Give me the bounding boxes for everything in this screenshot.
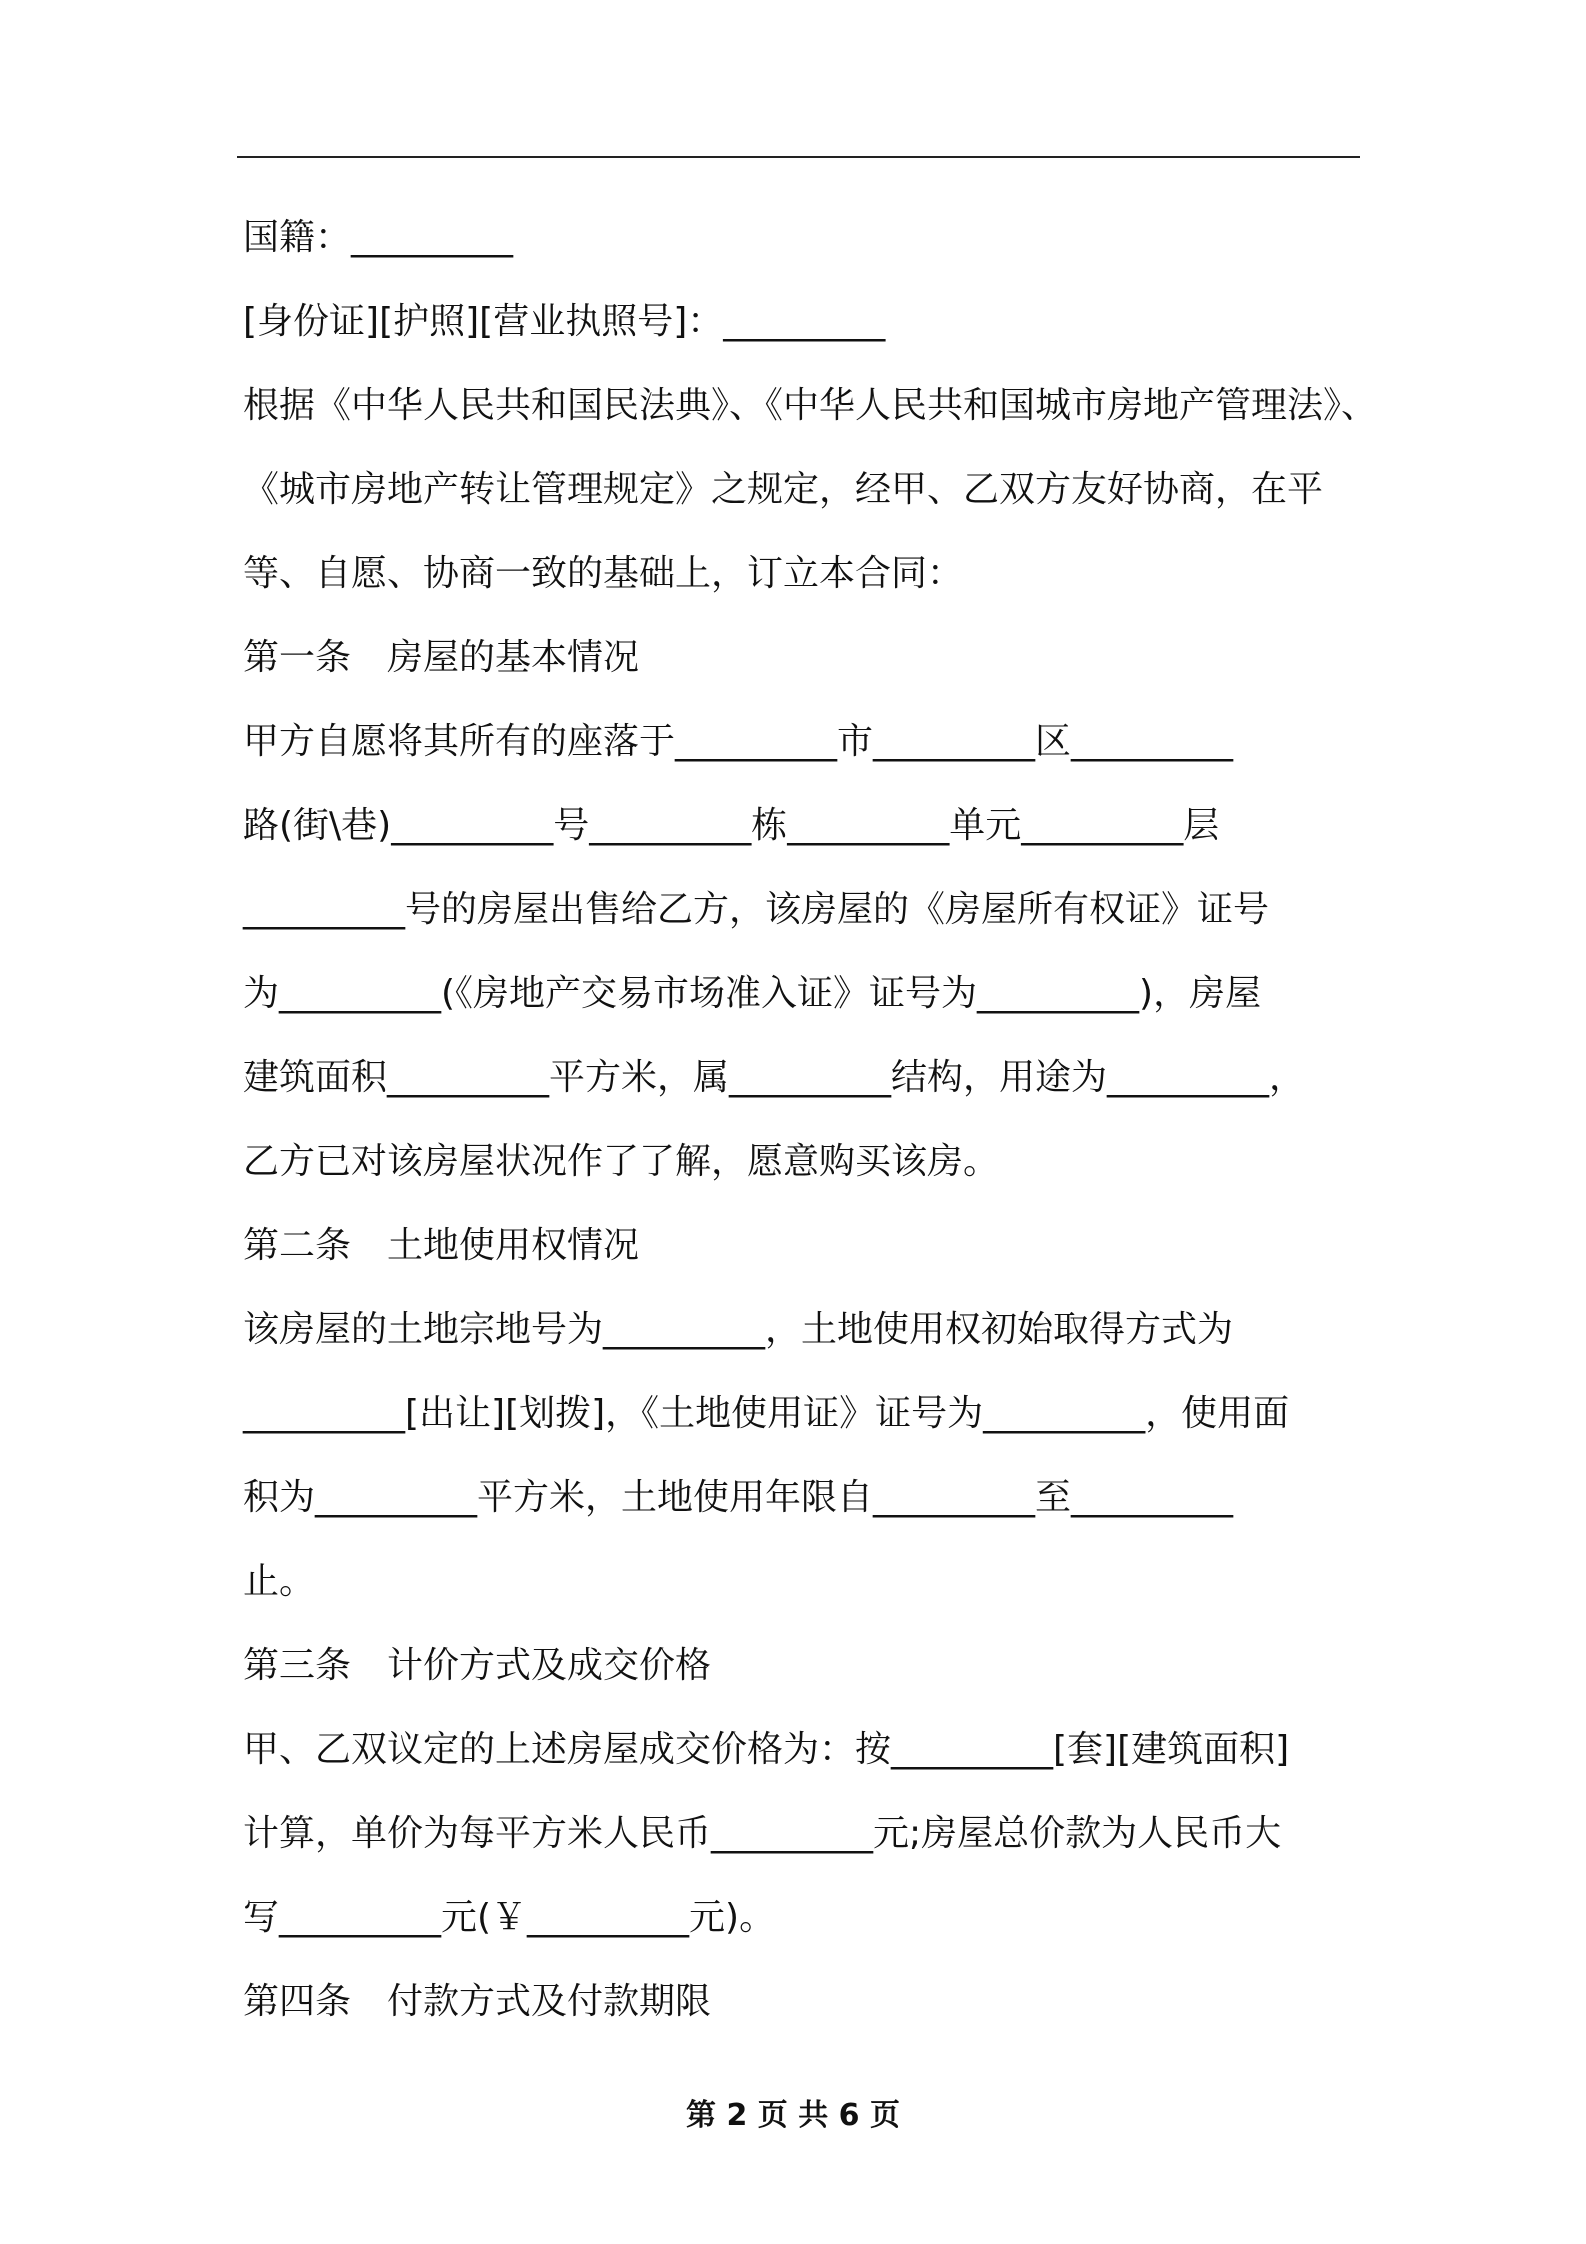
article-2-heading: 第二条 土地使用权情况 [243,1225,640,1266]
text-line-article-1-3: _________号的房屋出售给乙方，该房屋的《房屋所有权证》证号 [243,889,1270,930]
text-line-article-2-2: _________[出让][划拨]，《土地使用证》证号为_________，使用面 [243,1393,1290,1434]
page-number: 第 2 页 共 6 页 [686,2098,900,2133]
text-line-article-1-4: 为_________(《房地产交易市场准入证》证号为_________)，房屋 [243,973,1262,1014]
text-line-article-1-5: 建筑面积_________平方米，属_________结构，用途为_________， [243,1057,1306,1098]
article-4-heading: 第四条 付款方式及付款期限 [243,1981,712,2022]
text-line-article-3-1: 甲、乙双议定的上述房屋成交价格为：按_________[套][建筑面积] [243,1729,1290,1770]
article-3-heading: 第三条 计价方式及成交价格 [243,1645,712,1686]
text-line-article-3-2: 计算，单价为每平方米人民币_________元;房屋总价款为人民币大 [243,1813,1282,1854]
text-line-article-2-4: 止。 [243,1561,316,1602]
text-line-preamble-2: 《城市房地产转让管理规定》之规定，经甲、乙双方友好协商，在平 [243,469,1324,510]
text-line-article-2-1: 该房屋的土地宗地号为_________，土地使用权初始取得方式为 [243,1309,1234,1350]
header-rule [237,156,1360,158]
text-line-article-1-1: 甲方自愿将其所有的座落于_________市_________区_________ [243,721,1234,762]
text-line-preamble-3: 等、自愿、协商一致的基础上，订立本合同： [243,553,964,594]
article-1-heading: 第一条 房屋的基本情况 [243,637,640,678]
document-body [243,196,1378,2044]
text-line-id-number: [身份证][护照][营业执照号]：_________ [243,301,886,342]
text-line-article-3-3: 写_________元(￥_________元)。 [243,1897,776,1938]
text-line-article-2-3: 积为_________平方米，土地使用年限自_________至_________ [243,1477,1234,1518]
text-line-preamble-1: 根据《中华人民共和国民法典》、《中华人民共和国城市房地产管理法》、 [243,385,1378,426]
text-line-nationality: 国籍：_________ [243,217,514,258]
text-line-article-1-6: 乙方已对该房屋状况作了了解，愿意购买该房。 [243,1141,1000,1182]
text-line-article-1-2: 路(街\巷)_________号_________栋_________单元_________层 [243,805,1220,846]
